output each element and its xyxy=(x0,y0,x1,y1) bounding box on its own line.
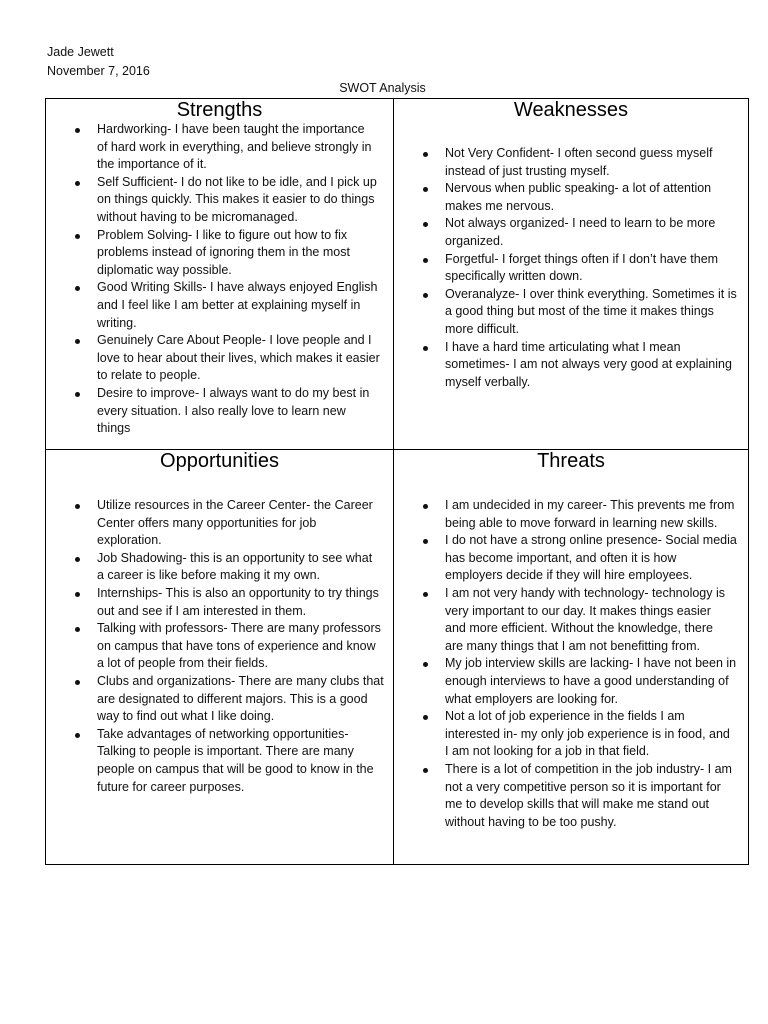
item-text-line: problems instead of ignoring them in the most xyxy=(97,245,350,260)
strength-item xyxy=(97,279,380,332)
item-text-line: the importance of it. xyxy=(97,157,207,172)
bullet-icon xyxy=(75,234,80,239)
item-text-line: writing. xyxy=(97,315,137,330)
weaknesses-cell xyxy=(394,99,748,449)
strength-item xyxy=(97,227,380,280)
bullet-icon xyxy=(75,339,80,344)
bullet-icon xyxy=(75,733,80,738)
item-text-line: has become important, and often it is how xyxy=(445,550,677,565)
opportunity-item xyxy=(97,726,384,796)
opportunity-item xyxy=(97,673,384,726)
weaknesses-list xyxy=(445,145,737,391)
bullet-icon xyxy=(75,181,80,186)
item-text-line: a career is like before making it my own. xyxy=(97,568,321,583)
item-text-line: Clubs and organizations- There are many clubs that xyxy=(97,673,384,688)
item-text-line: Good Writing Skills- I have always enjoyed English xyxy=(97,280,378,295)
strengths-list xyxy=(97,121,380,438)
item-text-line: Self Sufficient- I do not like to be idle, and I pick up xyxy=(97,174,377,189)
item-text-line: I do not have a strong online presence- Social media xyxy=(445,533,737,548)
item-text-line: on campus that have tons of experience and know xyxy=(97,638,376,653)
item-text-line: My job interview skills are lacking- I have not been in xyxy=(445,656,737,671)
threat-item xyxy=(445,585,737,655)
document-date: November 7, 2016 xyxy=(47,64,150,78)
bullet-icon xyxy=(423,592,428,597)
threat-item xyxy=(445,761,737,831)
bullet-icon xyxy=(423,187,428,192)
opportunities-cell xyxy=(46,450,393,864)
item-text-line: enough interviews to have a good understanding of xyxy=(445,673,729,688)
item-text-line: sometimes- I am not always very good at explaining xyxy=(445,357,732,372)
item-text-line: a good thing but most of the time it makes things xyxy=(445,304,714,319)
bullet-icon xyxy=(75,392,80,397)
item-text-line: very important to our day. It makes things easier xyxy=(445,603,711,618)
item-text-line: what employers are looking for. xyxy=(445,691,619,706)
bullet-icon xyxy=(75,680,80,685)
item-text-line: I am undecided in my career- This prevents me from xyxy=(445,498,735,512)
item-text-line: on things quickly. This makes it easier to do things xyxy=(97,192,375,207)
opportunity-item xyxy=(97,550,384,585)
item-text-line: Problem Solving- I like to figure out how to fix xyxy=(97,227,348,242)
bullet-icon xyxy=(75,504,80,509)
item-text-line: Not Very Confident- I often second guess myself xyxy=(445,146,713,160)
item-text-line: future for career purposes. xyxy=(97,779,245,794)
bullet-icon xyxy=(423,715,428,720)
weakness-item xyxy=(445,286,737,339)
item-text-line: love to hear about their lives, which makes it easier xyxy=(97,350,380,365)
item-text-line: There is a lot of competition in the job industry- I am xyxy=(445,761,732,776)
item-text-line: organized. xyxy=(445,233,504,248)
swot-table xyxy=(45,98,749,865)
strength-item xyxy=(97,385,380,438)
opportunity-item xyxy=(97,497,384,550)
weakness-item xyxy=(445,251,737,286)
threats-list xyxy=(445,497,737,831)
bullet-icon xyxy=(423,768,428,773)
item-text-line: Internships- This is also an opportunity to try things xyxy=(97,585,379,600)
item-text-line: things xyxy=(97,421,131,436)
item-text-line: every situation. I also really love to learn new xyxy=(97,403,346,418)
threat-item xyxy=(445,497,737,532)
item-text-line: being able to move forward in learning new skills. xyxy=(445,515,718,530)
item-text-line: diplomatic way possible. xyxy=(97,262,232,277)
item-text-line: employers decide if they will hire employees. xyxy=(445,568,693,583)
item-text-line: makes me nervous. xyxy=(445,198,555,213)
item-text-line: out and see if I am interested in them. xyxy=(97,603,307,618)
item-text-line: of hard work in everything, and believe strongly in xyxy=(97,139,372,154)
document-title: SWOT Analysis xyxy=(339,81,426,95)
item-text-line: Overanalyze- I over think everything. Sometimes it is xyxy=(445,286,737,301)
item-text-line: are many things that I am not benefitting from. xyxy=(445,638,700,653)
bullet-icon xyxy=(423,504,428,509)
bullet-icon xyxy=(75,286,80,291)
item-text-line: myself verbally. xyxy=(445,374,531,389)
item-text-line: Genuinely Care About People- I love people and I xyxy=(97,333,372,348)
item-text-line: without having to be micromanaged. xyxy=(97,209,298,224)
item-text-line: to relate to people. xyxy=(97,368,201,383)
item-text-line: people on campus that will be good to know in the xyxy=(97,761,374,776)
bullet-icon xyxy=(75,592,80,597)
item-text-line: Take advantages of networking opportunities- xyxy=(97,726,349,741)
item-text-line: Nervous when public speaking- a lot of attention xyxy=(445,181,712,196)
item-text-line: I have a hard time articulating what I mean xyxy=(445,339,681,354)
item-text-line: Utilize resources in the Career Center- the Career xyxy=(97,498,373,512)
bullet-icon xyxy=(423,539,428,544)
item-text-line: Hardworking- I have been taught the importance xyxy=(97,122,365,136)
opportunities-heading: Opportunities xyxy=(160,450,279,472)
weaknesses-heading: Weaknesses xyxy=(513,99,629,121)
item-text-line: and I feel like I am better at explaining myself in xyxy=(97,297,361,312)
bullet-icon xyxy=(423,222,428,227)
item-text-line: are designated to different majors. This is a good xyxy=(97,691,368,706)
opportunity-item xyxy=(97,585,384,620)
strength-item xyxy=(97,121,380,174)
item-text-line: Center offers many opportunities for job xyxy=(97,515,317,530)
item-text-line: instead of just trusting myself. xyxy=(445,163,610,178)
item-text-line: Forgetful- I forget things often if I don’t have them xyxy=(445,251,719,266)
item-text-line: Not a lot of job experience in the fields I am xyxy=(445,709,685,724)
bullet-icon xyxy=(75,627,80,632)
threat-item xyxy=(445,708,737,761)
weakness-item xyxy=(445,180,737,215)
weakness-item xyxy=(445,339,737,392)
strengths-heading: Strengths xyxy=(176,99,263,121)
strengths-cell xyxy=(46,99,393,449)
item-text-line: interested in- my only job experience is in food, and xyxy=(445,726,730,741)
bullet-icon xyxy=(423,662,428,667)
item-text-line: way to find out what I like doing. xyxy=(97,709,275,724)
bullet-icon xyxy=(423,258,428,263)
item-text-line: exploration. xyxy=(97,533,162,548)
item-text-line: I am not looking for a job in that field. xyxy=(445,744,650,759)
weakness-item xyxy=(445,215,737,250)
author-name: Jade Jewett xyxy=(47,45,114,59)
item-text-line: specifically written down. xyxy=(445,269,583,284)
opportunity-item xyxy=(97,620,384,673)
bullet-icon xyxy=(75,128,80,133)
threats-heading: Threats xyxy=(537,450,605,472)
item-text-line: Desire to improve- I always want to do my best in xyxy=(97,385,370,400)
weakness-item xyxy=(445,145,737,180)
bullet-icon xyxy=(423,152,428,157)
strength-item xyxy=(97,174,380,227)
item-text-line: and more efficient. Without the knowledge, there xyxy=(445,621,713,636)
item-text-line: without having to be too pushy. xyxy=(445,814,617,829)
item-text-line: Not always organized- I need to learn to be more xyxy=(445,216,716,231)
threat-item xyxy=(445,655,737,708)
strength-item xyxy=(97,332,380,385)
threat-item xyxy=(445,532,737,585)
opportunities-list xyxy=(97,497,384,796)
item-text-line: Talking with professors- There are many professors xyxy=(97,621,381,636)
item-text-line: Talking to people is important. There are many xyxy=(97,744,354,759)
bullet-icon xyxy=(423,293,428,298)
item-text-line: Job Shadowing- this is an opportunity to see what xyxy=(97,550,373,565)
threats-cell xyxy=(394,450,748,864)
item-text-line: not a very competitive person so it is important for xyxy=(445,779,721,794)
bullet-icon xyxy=(75,557,80,562)
item-text-line: a lot of people from their fields. xyxy=(97,656,268,671)
item-text-line: I am not very handy with technology- technology is xyxy=(445,585,726,600)
bullet-icon xyxy=(423,346,428,351)
item-text-line: me to develop skills that will make me stand out xyxy=(445,797,710,812)
item-text-line: more difficult. xyxy=(445,321,520,336)
